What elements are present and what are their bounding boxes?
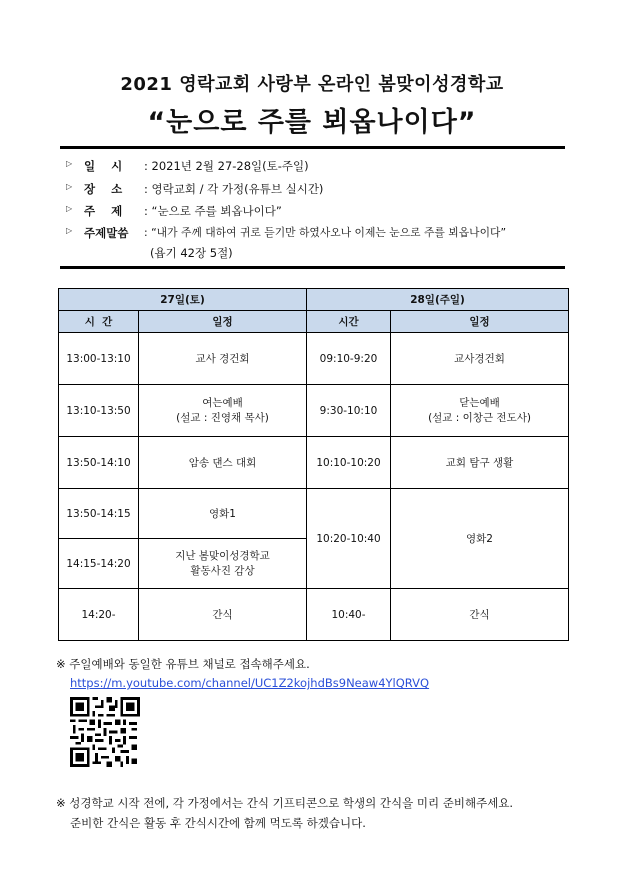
verse-reference: (욥기 42장 5절) bbox=[150, 246, 233, 260]
info-label: 주 제 bbox=[84, 204, 123, 218]
event-cell bbox=[139, 385, 307, 437]
youtube-channel-link[interactable]: https://m.youtube.com/channel/UC1Z2kojhdBs9Neaw4YlQRVQ bbox=[70, 676, 430, 690]
info-value: : 2021년 2월 27-28일(토-주일) bbox=[144, 159, 309, 173]
event-detail: 활동사진 감상 bbox=[190, 564, 255, 577]
document-subtitle: “눈으로 주를 뵈옵나이다” bbox=[147, 107, 477, 138]
snack-note-continued: 준비한 간식은 활동 후 간식시간에 함께 먹도록 하겠습니다. bbox=[70, 816, 366, 830]
info-label: 주제말씀 bbox=[84, 226, 129, 240]
triangle-bullet-icon: ▷ bbox=[66, 159, 73, 168]
event-cell: 간식 bbox=[139, 589, 307, 641]
table-column-header bbox=[59, 311, 569, 333]
col-event-header: 일정 bbox=[139, 311, 307, 333]
event-cell: 간식 bbox=[391, 589, 569, 641]
table-row bbox=[59, 385, 569, 437]
info-value: : 영락교회 / 각 가정(유튜브 실시간) bbox=[144, 182, 324, 196]
col-time-header: 시 간 bbox=[59, 311, 139, 333]
top-divider bbox=[60, 146, 565, 149]
event-title: 닫는예배 bbox=[459, 396, 500, 409]
event-title: 지난 봄맞이성경학교 bbox=[175, 549, 270, 562]
col-time-header: 시간 bbox=[307, 311, 391, 333]
info-value: : “내가 주께 대하여 귀로 듣기만 하였사오나 이제는 눈으로 주를 뵈옵나이다” bbox=[144, 226, 507, 239]
event-detail: (설교 : 진영채 목사) bbox=[176, 411, 269, 424]
event-title: 여는예배 bbox=[202, 396, 243, 409]
col-event-header: 일정 bbox=[391, 311, 569, 333]
time-cell: 10:40- bbox=[307, 589, 391, 641]
time-cell: 13:10-13:50 bbox=[59, 385, 139, 437]
time-cell: 14:20- bbox=[59, 589, 139, 641]
event-cell: 영화2 bbox=[391, 489, 569, 589]
event-detail: (설교 : 이창근 전도사) bbox=[428, 411, 531, 424]
info-value: : “눈으로 주를 뵈옵나이다” bbox=[144, 204, 282, 218]
qr-code-icon bbox=[70, 697, 140, 767]
day1-header: 27일(토) bbox=[59, 289, 307, 311]
triangle-bullet-icon: ▷ bbox=[66, 182, 73, 191]
info-label: 일 시 bbox=[84, 159, 123, 173]
time-cell: 09:10-9:20 bbox=[307, 333, 391, 385]
youtube-note: ※ 주일예배와 동일한 유튜브 채널로 접속해주세요. bbox=[56, 657, 310, 671]
day2-header: 28일(주일) bbox=[307, 289, 569, 311]
triangle-bullet-icon: ▷ bbox=[66, 204, 73, 213]
event-cell: 교사 경건회 bbox=[139, 333, 307, 385]
triangle-bullet-icon: ▷ bbox=[66, 226, 73, 235]
time-cell: 10:10-10:20 bbox=[307, 437, 391, 489]
table-day-header bbox=[59, 289, 569, 311]
table-row bbox=[59, 333, 569, 385]
info-label: 장 소 bbox=[84, 182, 123, 196]
time-cell: 13:50-14:10 bbox=[59, 437, 139, 489]
table-row bbox=[59, 489, 569, 539]
snack-note: ※ 성경학교 시작 전에, 각 가정에서는 간식 기프티콘으로 학생의 간식을 미리 준비해주세요. bbox=[56, 796, 514, 810]
event-cell: 암송 댄스 대회 bbox=[139, 437, 307, 489]
time-cell: 10:20-10:40 bbox=[307, 489, 391, 589]
event-cell: 교회 탐구 생활 bbox=[391, 437, 569, 489]
document-title: 2021 영락교회 사랑부 온라인 봄맞이성경학교 bbox=[120, 74, 504, 95]
time-cell: 9:30-10:10 bbox=[307, 385, 391, 437]
event-cell bbox=[139, 539, 307, 589]
event-cell bbox=[391, 385, 569, 437]
schedule-table bbox=[58, 288, 569, 641]
event-cell: 교사경건회 bbox=[391, 333, 569, 385]
time-cell: 13:50-14:15 bbox=[59, 489, 139, 539]
time-cell: 14:15-14:20 bbox=[59, 539, 139, 589]
table-row bbox=[59, 589, 569, 641]
bottom-divider bbox=[60, 266, 565, 269]
time-cell: 13:00-13:10 bbox=[59, 333, 139, 385]
event-cell: 영화1 bbox=[139, 489, 307, 539]
table-row bbox=[59, 437, 569, 489]
